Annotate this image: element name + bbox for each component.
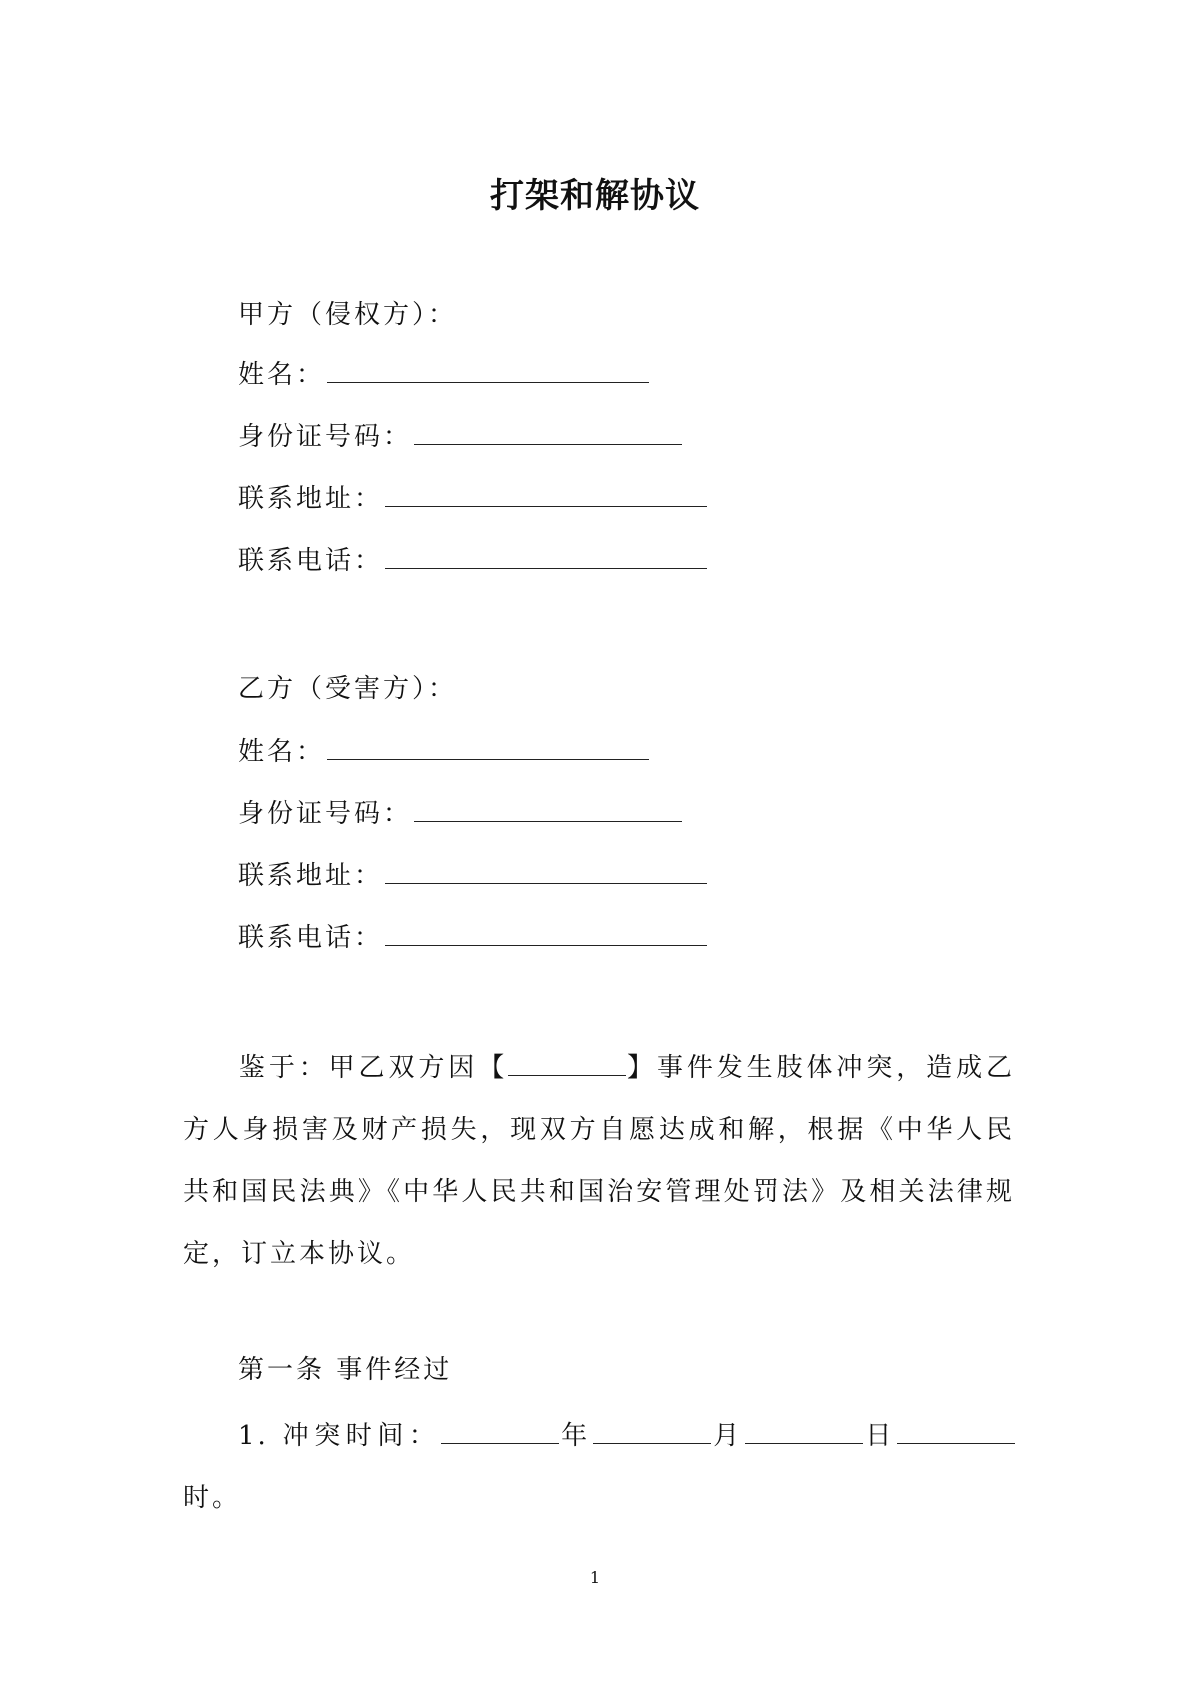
party-a-id-row xyxy=(238,418,682,452)
party-b-address-label: 联系地址： xyxy=(238,861,384,891)
party-b-heading: 乙方（受害方）： xyxy=(238,674,458,704)
month-label: 月 xyxy=(710,1421,745,1451)
party-b-name-row xyxy=(238,733,649,767)
party-b-phone-row xyxy=(238,919,707,953)
party-b-name-label: 姓名： xyxy=(238,737,326,767)
incident-blank[interactable] xyxy=(508,1051,626,1076)
party-b-id-blank[interactable] xyxy=(414,795,682,822)
party-b-phone-label: 联系电话： xyxy=(238,923,384,953)
party-b-id-row xyxy=(238,795,682,829)
party-b-id-label: 身份证号码： xyxy=(238,799,413,829)
party-b-address-row xyxy=(238,857,707,891)
party-a-name-blank[interactable] xyxy=(327,356,649,383)
party-a-name-label: 姓名： xyxy=(238,360,326,390)
party-a-id-blank[interactable] xyxy=(414,418,682,445)
party-a-heading: 甲方（侵权方）： xyxy=(238,300,458,330)
preamble-part-2: 】事件发生肢体冲突，造成乙方人身损害及财产损失，现双方自愿达成和解，根据《中华人民共和国民法典》《中华人民共和国治安管理处罚法》及相关法律规定，订立本协议。 xyxy=(183,1053,1015,1269)
preamble-paragraph xyxy=(183,1037,1015,1285)
party-a-phone-row xyxy=(238,542,707,576)
party-a-address-label: 联系地址： xyxy=(238,484,384,514)
party-b-phone-blank[interactable] xyxy=(385,919,707,946)
month-blank[interactable] xyxy=(593,1419,711,1444)
party-a-name-row xyxy=(238,356,649,390)
party-a-phone-label: 联系电话： xyxy=(238,546,384,576)
preamble-part-1: 鉴于：甲乙双方因【 xyxy=(238,1053,509,1083)
article-1-item-1 xyxy=(183,1405,1015,1529)
year-label: 年 xyxy=(558,1421,593,1451)
party-a-address-row xyxy=(238,480,707,514)
article-1-heading: 第一条 事件经过 xyxy=(238,1355,453,1385)
party-b-address-blank[interactable] xyxy=(385,857,707,884)
document-title: 打架和解协议 xyxy=(490,176,700,216)
party-b-name-blank[interactable] xyxy=(327,733,649,760)
hour-blank[interactable] xyxy=(897,1419,1015,1444)
party-a-id-label: 身份证号码： xyxy=(238,422,413,452)
conflict-time-label: 1. 冲突时间： xyxy=(238,1421,441,1451)
party-a-address-blank[interactable] xyxy=(385,480,707,507)
party-a-phone-blank[interactable] xyxy=(385,542,707,569)
year-blank[interactable] xyxy=(441,1419,559,1444)
hour-label: 时。 xyxy=(183,1483,242,1513)
day-label: 日 xyxy=(862,1421,897,1451)
page-number: 1 xyxy=(589,1568,601,1587)
day-blank[interactable] xyxy=(745,1419,863,1444)
